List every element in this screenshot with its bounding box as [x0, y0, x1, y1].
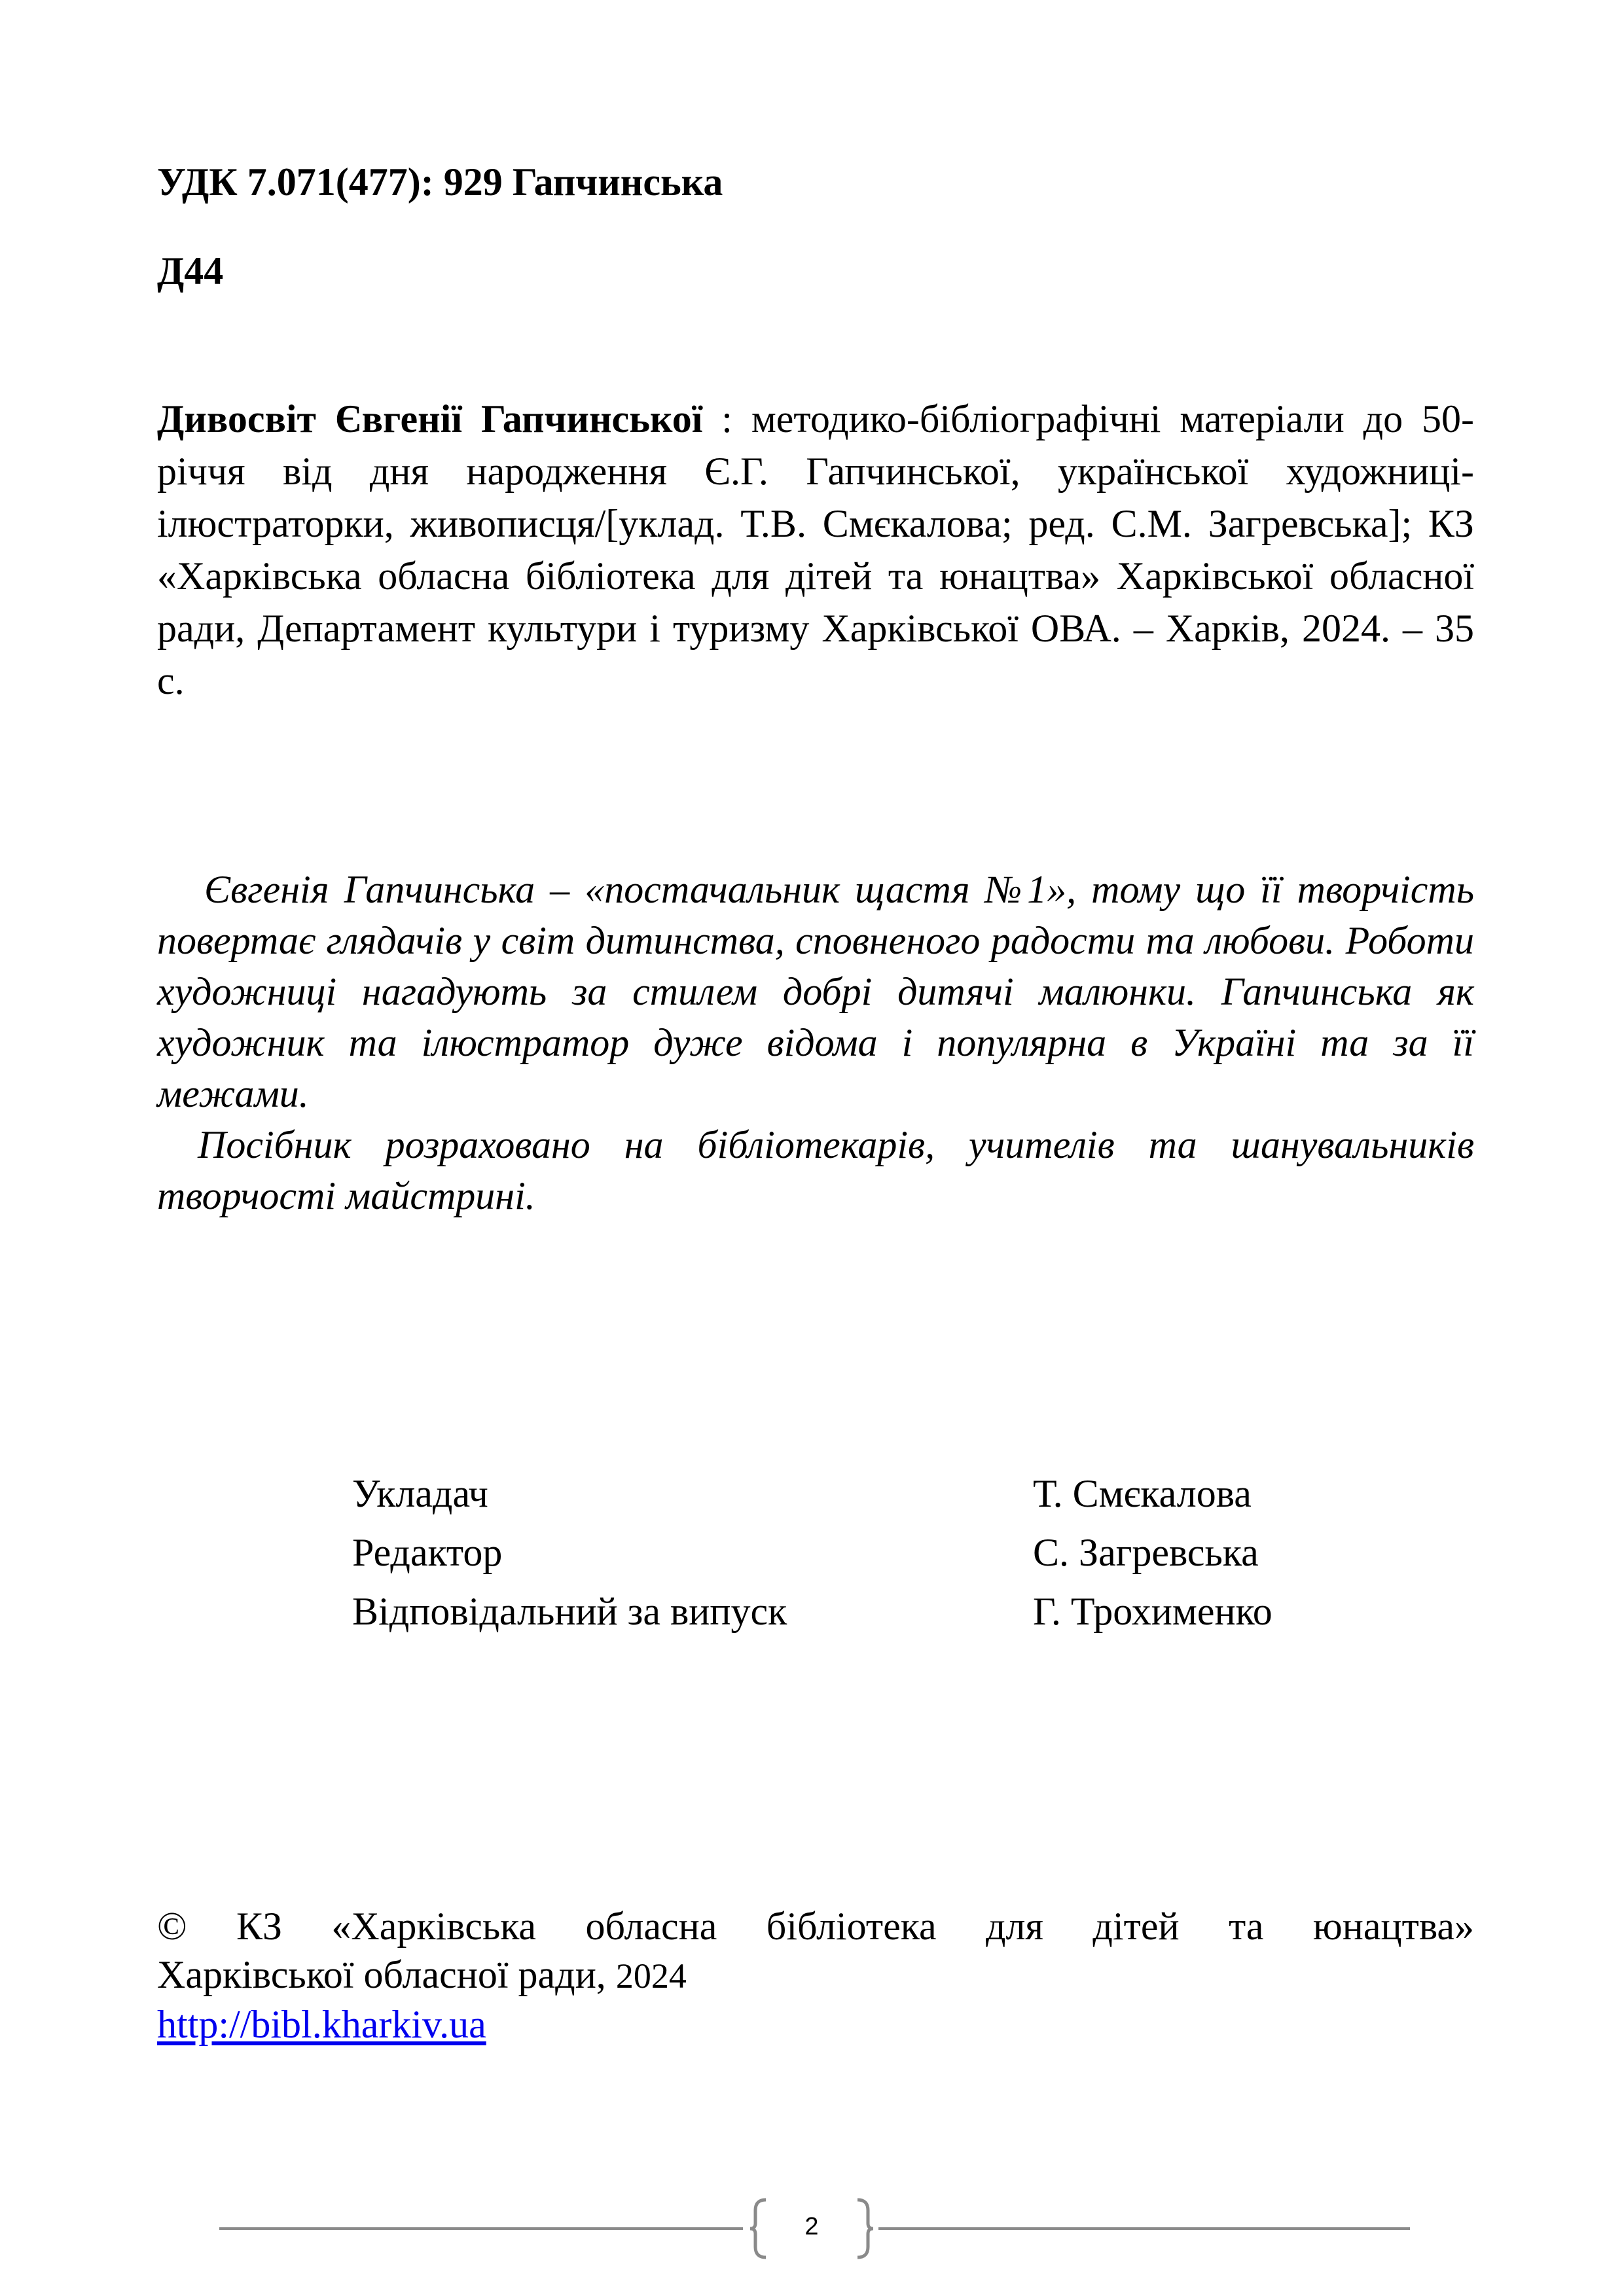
credit-name-editor: С. Загревська	[1033, 1531, 1259, 1574]
copyright-owner-line	[157, 1950, 1474, 2000]
footer-rule-right	[878, 2227, 1410, 2230]
annotation	[157, 864, 1474, 1221]
copyright-block	[157, 1902, 1474, 2049]
credit-name-responsible: Г. Трохименко	[1033, 1590, 1272, 1633]
footer-rule-left	[219, 2227, 743, 2230]
right-brace-icon	[851, 2196, 877, 2261]
bibliographic-details: : методико-бібліографічні матеріали до 50-річчя від дня народження Є.Г. Гапчинської, української художниці-ілюстраторки, живописця/[уклад. Т.В. Смєкалова; ред. С.М. Загревська]; КЗ «Харківська обласна бібліотека для дітей та юнацтва» Харківської обласної ради, Департамент культури і туризму Харківської ОВА. – Харків, 2024. – 35 с.	[157, 397, 1475, 702]
copyright-line: © КЗ «Харківська обласна бібліотека для дітей та юнацтва»	[157, 1905, 1474, 1948]
library-website-link[interactable]: http://bibl.kharkiv.ua	[157, 2003, 486, 2046]
udk-classification: УДК 7.071(477): 929 Гапчинська	[157, 160, 723, 204]
author-sign-code: Д44	[157, 249, 224, 293]
bibliographic-description	[157, 393, 1474, 707]
page-number: 2	[804, 2213, 819, 2240]
credit-role-editor: Редактор	[352, 1531, 503, 1574]
annotation-paragraph-2: Посібник розраховано на бібліотекарів, учителів та шанувальників творчості майстрині.	[157, 1123, 1474, 1217]
copyright-year: 2024	[615, 1956, 687, 1996]
annotation-paragraph-1: Євгенія Гапчинська – «постачальник щастя №1», тому що її творчість повертає глядачів у світ дитинства, сповненого радости та любови. Роботи художниці нагадують за стилем добрі дитячі малюнки. Гапчинська як художник та ілюстратор дуже відома і популярна в Україні та за її межами.	[157, 868, 1474, 1115]
credit-name-compiler: Т. Смєкалова	[1033, 1472, 1252, 1515]
book-title: Дивосвіт Євгенії Гапчинської	[157, 397, 703, 440]
copyright-owner: Харківської обласної ради,	[157, 1953, 606, 1996]
credit-role-responsible: Відповідальний за випуск	[352, 1590, 787, 1633]
credit-role-compiler: Укладач	[352, 1472, 488, 1515]
left-brace-icon	[746, 2196, 772, 2261]
